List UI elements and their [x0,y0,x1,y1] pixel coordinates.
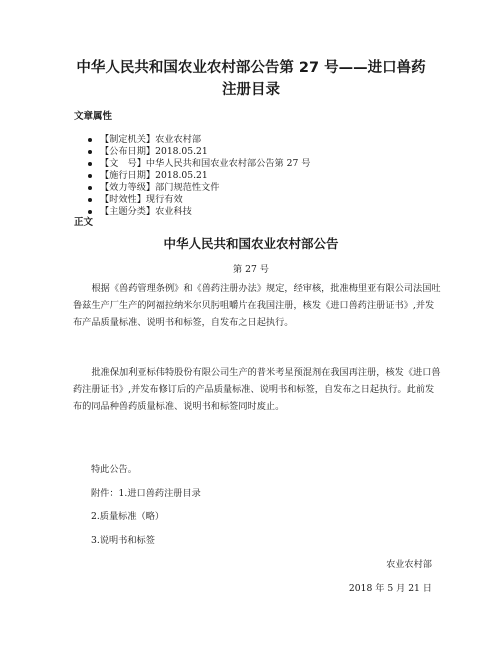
document-title-line-2: 注册目录 [222,82,280,98]
bullet-icon [88,174,92,178]
attribute-text: 【施行日期】2018.05.21 [100,170,208,181]
bullet-icon [88,186,92,190]
attribute-item-category [88,206,310,218]
attribute-text: 【效力等级】部门规范性文件 [100,182,220,193]
attribute-item-issuer [88,134,310,146]
attribute-text: 【制定机关】农业农村部 [100,134,202,145]
bullet-icon [88,150,92,154]
body-paragraph-1: 根据《兽药管理条例》和《兽药注册办法》规定，经审核，批准梅里亚有限公司法国吐鲁兹生产厂生产的阿福拉纳米尔贝肟咀嚼片在我国注册，核发《进口兽药注册证书》,并发布产品质量标准、说明书和标签，自发布之日起执行。 [73,283,441,328]
attribute-item-doc-number [88,158,310,170]
attachment-item-2: 2.质量标准（略） [91,511,165,522]
body-heading: 正文 [74,217,94,228]
attribute-item-validity [88,194,310,206]
document-title [60,57,442,101]
body-paragraph-2: 批准保加利亚标伟特股份有限公司生产的普米考星预混剂在我国再注册，核发《进口兽药注册证书》,并发布修订后的产品质量标准、说明书和标签，自发布之日起执行。此前发布的同品种兽药质量标准、说明书和标签同时废止。 [73,367,441,412]
attribute-item-publish-date [88,146,310,158]
attribute-text: 【文 号】中华人民共和国农业农村部公告第 27 号 [100,158,311,169]
bullet-icon [88,162,92,166]
closing-line: 特此公告。 [91,464,137,475]
attributes-list [88,134,310,218]
notice-title: 中华人民共和国农业农村部公告 [163,236,339,251]
signature-date: 2018 年 5 月 21 日 [348,583,432,594]
attachment-item-3: 3.说明书和标签 [91,535,155,546]
attribute-item-level [88,182,310,194]
bullet-icon [88,138,92,142]
attribute-text: 【时效性】现行有效 [100,194,183,205]
attribute-text: 【主题分类】农业科技 [100,206,192,217]
bullet-icon [88,198,92,202]
attributes-heading: 文章属性 [74,111,113,122]
attachment-item-1: 附件：1.进口兽药注册目录 [91,488,201,499]
signature-organization: 农业农村部 [386,559,432,570]
attribute-item-effective-date [88,170,310,182]
notice-number: 第 27 号 [233,264,269,275]
attribute-text: 【公布日期】2018.05.21 [100,146,208,157]
bullet-icon [88,210,92,214]
document-title-line-1: 中华人民共和国农业农村部公告第 27 号——进口兽药 [76,60,426,76]
